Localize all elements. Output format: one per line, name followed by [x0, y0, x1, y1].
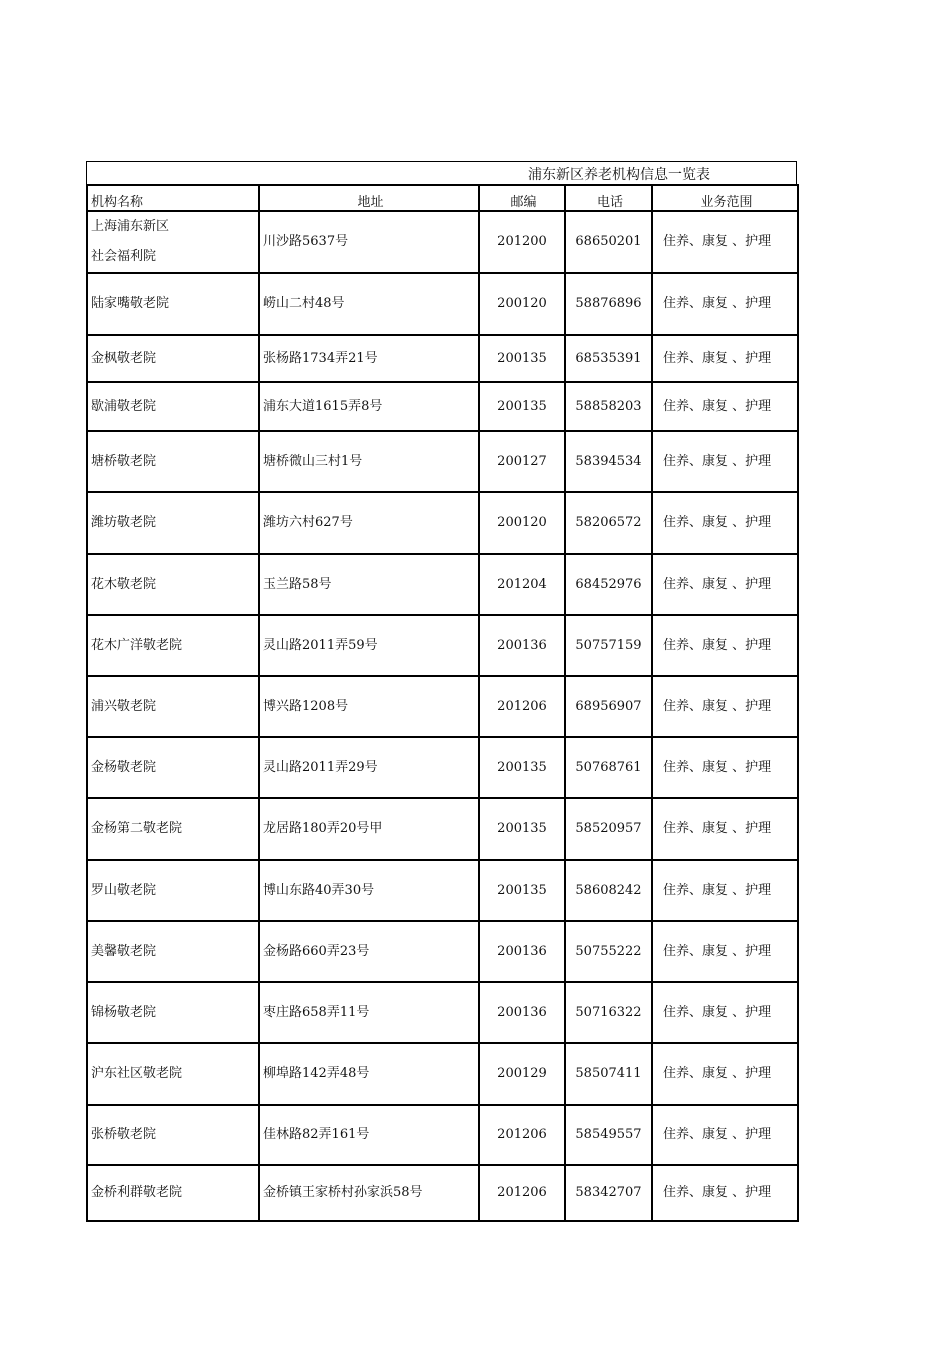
cell-business: 住养、康复 、护理: [652, 1105, 798, 1165]
cell-business: 住养、康复 、护理: [652, 615, 798, 676]
cell-address: 潍坊六村627号: [259, 492, 479, 554]
header-business: 业务范围: [652, 185, 798, 211]
cell-name: [87, 1043, 259, 1105]
header-name: 机构名称: [87, 185, 259, 211]
cell-zip: 200136: [479, 982, 565, 1043]
cell-business: 住养、康复 、护理: [652, 211, 798, 273]
table-row: [87, 615, 798, 676]
header-phone: 电话: [565, 185, 652, 211]
cell-phone: 68956907: [565, 676, 652, 737]
cell-phone: 58549557: [565, 1105, 652, 1165]
cell-name-line: 陆家嘴敬老院: [91, 296, 170, 311]
cell-name: [87, 615, 259, 676]
header-zip: 邮编: [479, 185, 565, 211]
table-row: [87, 492, 798, 554]
cell-zip: 201206: [479, 676, 565, 737]
cell-name-line: 罗山敬老院: [91, 882, 157, 898]
cell-name: [87, 1165, 259, 1221]
cell-address: 川沙路5637号: [259, 211, 479, 273]
cell-business: 住养、康复 、护理: [652, 1043, 798, 1105]
cell-address: 柳埠路142弄48号: [259, 1043, 479, 1105]
cell-name: [87, 273, 259, 335]
cell-business: 住养、康复 、护理: [652, 554, 798, 615]
cell-name: [87, 982, 259, 1043]
table-row: [87, 335, 798, 382]
cell-zip: 200136: [479, 615, 565, 676]
cell-name: [87, 335, 259, 382]
cell-name: [87, 676, 259, 737]
table-row: [87, 431, 798, 492]
cell-business: 住养、康复 、护理: [652, 676, 798, 737]
cell-address: 灵山路2011弄29号: [259, 737, 479, 798]
table-row: [87, 273, 798, 335]
cell-name-line: 花木敬老院: [91, 576, 157, 592]
cell-zip: 200129: [479, 1043, 565, 1105]
title-row: [86, 161, 797, 184]
table-row: [87, 982, 798, 1043]
table-row: [87, 676, 798, 737]
cell-name: [87, 431, 259, 492]
cell-phone: 58394534: [565, 431, 652, 492]
cell-business: 住养、康复 、护理: [652, 921, 798, 982]
institution-table: [86, 184, 799, 1222]
cell-name-line: 潍坊敬老院: [91, 515, 157, 530]
table-body: [87, 211, 798, 1221]
cell-business: 住养、康复 、护理: [652, 273, 798, 335]
cell-name-line: 张桥敬老院: [91, 1127, 157, 1142]
sheet-title: 浦东新区养老机构信息一览表: [528, 167, 710, 183]
cell-zip: 201206: [479, 1165, 565, 1221]
cell-phone: 68650201: [565, 211, 652, 273]
cell-business: 住养、康复 、护理: [652, 982, 798, 1043]
table-row: [87, 554, 798, 615]
cell-address: 崂山二村48号: [259, 273, 479, 335]
cell-phone: 50757159: [565, 615, 652, 676]
cell-phone: 58206572: [565, 492, 652, 554]
cell-zip: 200135: [479, 737, 565, 798]
cell-name-line: 社会福利院: [91, 249, 157, 264]
cell-phone: 68452976: [565, 554, 652, 615]
cell-zip: 200135: [479, 798, 565, 860]
cell-business: 住养、康复 、护理: [652, 1165, 798, 1221]
cell-name-line: 金杨第二敬老院: [91, 821, 183, 836]
cell-zip: 200120: [479, 273, 565, 335]
table-row: [87, 921, 798, 982]
cell-address: 佳林路82弄161号: [259, 1105, 479, 1165]
cell-phone: 58342707: [565, 1165, 652, 1221]
cell-name-line: 浦兴敬老院: [91, 698, 157, 714]
table-row: [87, 737, 798, 798]
table-row: [87, 1043, 798, 1105]
header-row: [87, 185, 798, 211]
cell-name-line: 美馨敬老院: [91, 943, 157, 959]
cell-business: 住养、康复 、护理: [652, 382, 798, 431]
cell-name-line: 塘桥敬老院: [91, 453, 157, 469]
cell-name-line: 金桥利群敬老院: [91, 1185, 183, 1200]
cell-address: 枣庄路658弄11号: [259, 982, 479, 1043]
cell-zip: 200135: [479, 335, 565, 382]
cell-phone: 58520957: [565, 798, 652, 860]
cell-zip: 201200: [479, 211, 565, 273]
cell-phone: 58876896: [565, 273, 652, 335]
table-row: [87, 860, 798, 921]
cell-phone: 58858203: [565, 382, 652, 431]
cell-name-line: 锦杨敬老院: [91, 1004, 157, 1020]
cell-phone: 50716322: [565, 982, 652, 1043]
cell-business: 住养、康复 、护理: [652, 798, 798, 860]
cell-phone: 58507411: [565, 1043, 652, 1105]
cell-name-line: 歇浦敬老院: [91, 398, 157, 414]
cell-zip: 200127: [479, 431, 565, 492]
cell-address: 浦东大道1615弄8号: [259, 382, 479, 431]
cell-business: 住养、康复 、护理: [652, 335, 798, 382]
cell-business: 住养、康复 、护理: [652, 860, 798, 921]
table-row: [87, 382, 798, 431]
cell-address: 张杨路1734弄21号: [259, 335, 479, 382]
cell-address: 龙居路180弄20号甲: [259, 798, 479, 860]
cell-zip: 200135: [479, 860, 565, 921]
cell-phone: 68535391: [565, 335, 652, 382]
cell-address: 灵山路2011弄59号: [259, 615, 479, 676]
cell-address: 金杨路660弄23号: [259, 921, 479, 982]
cell-name: [87, 860, 259, 921]
table-row: [87, 1165, 798, 1221]
cell-address: 博兴路1208号: [259, 676, 479, 737]
cell-name-line: 沪东社区敬老院: [91, 1066, 183, 1081]
table-row: [87, 211, 798, 273]
cell-zip: 201206: [479, 1105, 565, 1165]
cell-address: 金桥镇王家桥村孙家浜58号: [259, 1165, 479, 1221]
cell-zip: 200135: [479, 382, 565, 431]
cell-phone: 50755222: [565, 921, 652, 982]
cell-name: [87, 492, 259, 554]
cell-phone: 58608242: [565, 860, 652, 921]
cell-name: [87, 798, 259, 860]
spreadsheet: [86, 161, 797, 1222]
cell-business: 住养、康复 、护理: [652, 492, 798, 554]
table-row: [87, 798, 798, 860]
cell-name: [87, 737, 259, 798]
table-row: [87, 1105, 798, 1165]
cell-name-line: 金杨敬老院: [91, 759, 157, 775]
cell-zip: 200120: [479, 492, 565, 554]
header-address: 地址: [259, 185, 479, 211]
cell-business: 住养、康复 、护理: [652, 431, 798, 492]
cell-name: [87, 921, 259, 982]
cell-name: [87, 211, 259, 273]
cell-address: 玉兰路58号: [259, 554, 479, 615]
cell-business: 住养、康复 、护理: [652, 737, 798, 798]
cell-name-line: 上海浦东新区: [91, 219, 170, 234]
cell-address: 塘桥微山三村1号: [259, 431, 479, 492]
cell-phone: 50768761: [565, 737, 652, 798]
cell-zip: 201204: [479, 554, 565, 615]
cell-zip: 200136: [479, 921, 565, 982]
cell-name-line: 花木广洋敬老院: [91, 637, 183, 653]
cell-name-line: 金枫敬老院: [91, 350, 157, 366]
cell-address: 博山东路40弄30号: [259, 860, 479, 921]
cell-name: [87, 382, 259, 431]
cell-name: [87, 554, 259, 615]
cell-name: [87, 1105, 259, 1165]
